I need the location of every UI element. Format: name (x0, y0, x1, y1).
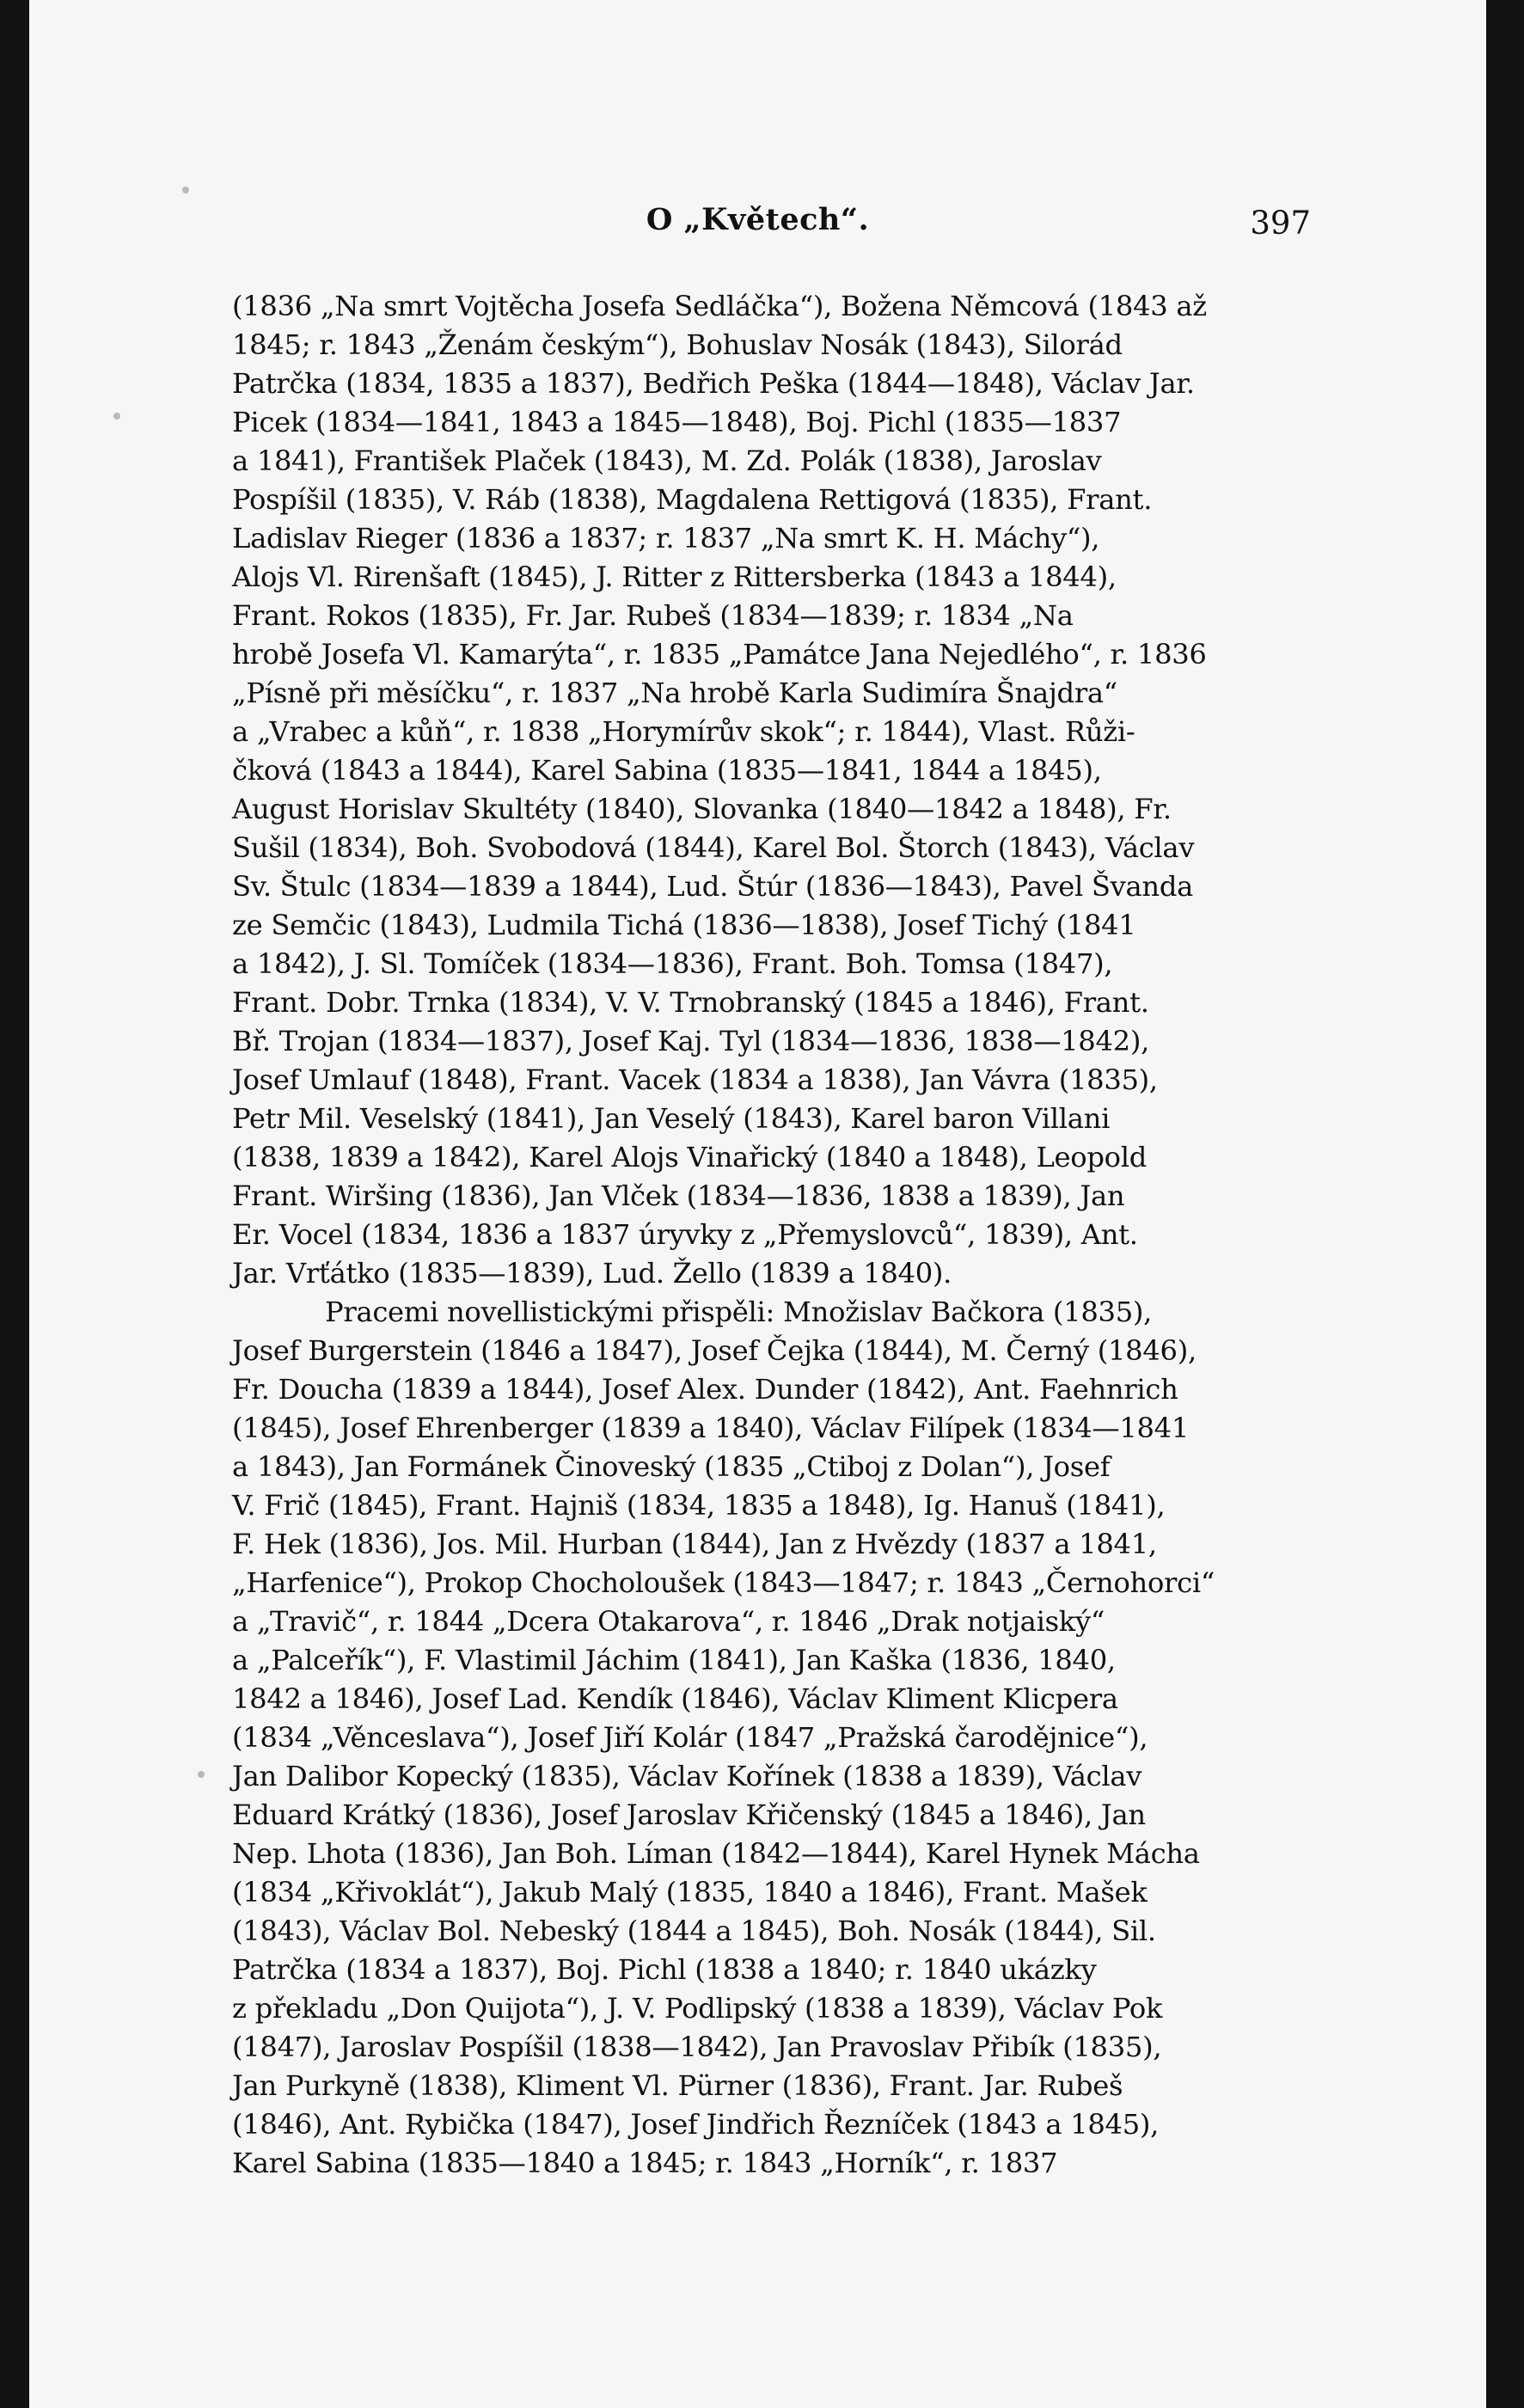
text-line: Alojs Vl. Rirenšaft (1845), J. Ritter z Rittersberka (1843 a 1844), (232, 561, 1117, 593)
paper-speck (113, 413, 120, 420)
text-line: Bř. Trojan (1834—1837), Josef Kaj. Tyl (1834—1836, 1838—1842), (232, 1025, 1150, 1057)
text-line: (1846), Ant. Rybička (1847), Josef Jindřich Řezníček (1843 a 1845), (232, 2108, 1160, 2141)
text-line: a 1843), Jan Formánek Činoveský (1835 „Ctiboj z Dolan“), Josef (232, 1450, 1111, 1483)
body-text (232, 287, 1315, 2183)
text-line: a „Travič“, r. 1844 „Dcera Otakarova“, r. 1846 „Drak notjaiský“ (232, 1605, 1105, 1638)
text-line: Fr. Doucha (1839 a 1844), Josef Alex. Dunder (1842), Ant. Faehnrich (232, 1373, 1178, 1406)
text-line: Er. Vocel (1834, 1836 a 1837 úryvky z „Přemyslovců“, 1839), Ant. (232, 1218, 1138, 1251)
text-line: Karel Sabina (1835—1840 a 1845; r. 1843 „Horník“, r. 1837 (232, 2147, 1058, 2179)
text-line: Josef Umlauf (1848), Frant. Vacek (1834 a 1838), Jan Vávra (1835), (232, 1063, 1158, 1096)
text-line: Josef Burgerstein (1846 a 1847), Josef Čejka (1844), M. Černý (1846), (232, 1334, 1197, 1367)
text-line: Pospíšil (1835), V. Ráb (1838), Magdalena Rettigová (1835), Frant. (232, 483, 1153, 516)
text-line: „Harfenice“), Prokop Chocholoušek (1843—1847; r. 1843 „Černohorci“ (232, 1566, 1215, 1599)
text-line: Frant. Dobr. Trnka (1834), V. V. Trnobranský (1845 a 1846), Frant. (232, 986, 1149, 1019)
running-header: O „Květech“. (646, 202, 870, 237)
text-line: a 1842), J. Sl. Tomíček (1834—1836), Frant. Boh. Tomsa (1847), (232, 947, 1113, 980)
text-line: Frant. Rokos (1835), Fr. Jar. Rubeš (1834—1839; r. 1834 „Na (232, 599, 1074, 632)
text-line: hrobě Josefa Vl. Kamarýta“, r. 1835 „Památce Jana Nejedlého“, r. 1836 (232, 638, 1207, 671)
text-line: (1834 „Křivoklát“), Jakub Malý (1835, 1840 a 1846), Frant. Mašek (232, 1876, 1148, 1909)
scan-edge-left (0, 0, 29, 2408)
page-number: 397 (1250, 205, 1311, 242)
text-line: „Písně při měsíčku“, r. 1837 „Na hrobě Karla Sudimíra Šnajdra“ (232, 677, 1117, 709)
text-line: (1847), Jaroslav Pospíšil (1838—1842), Jan Pravoslav Přibík (1835), (232, 2031, 1162, 2063)
text-line: Eduard Krátký (1836), Josef Jaroslav Křičenský (1845 a 1846), Jan (232, 1798, 1146, 1831)
text-line: Sušil (1834), Boh. Svobodová (1844), Karel Bol. Štorch (1843), Václav (232, 831, 1195, 864)
text-line: a „Palceřík“), F. Vlastimil Jáchim (1841), Jan Kaška (1836, 1840, (232, 1644, 1116, 1676)
text-line: 1842 a 1846), Josef Lad. Kendík (1846), Václav Kliment Klicpera (232, 1682, 1118, 1715)
book-page (29, 0, 1486, 2408)
text-line: (1838, 1839 a 1842), Karel Alojs Vinařický (1840 a 1848), Leopold (232, 1141, 1148, 1173)
text-line: čková (1843 a 1844), Karel Sabina (1835—1841, 1844 a 1845), (232, 754, 1102, 787)
text-line: (1836 „Na smrt Vojtěcha Josefa Sedláčka“), Božena Němcová (1843 až (232, 290, 1207, 322)
paper-speck (182, 187, 189, 193)
text-line: (1843), Václav Bol. Nebeský (1844 a 1845), Boh. Nosák (1844), Sil. (232, 1915, 1156, 1947)
text-line: a 1841), František Plaček (1843), M. Zd. Polák (1838), Jaroslav (232, 444, 1102, 477)
text-line: z překladu „Don Quijota“), J. V. Podlipský (1838 a 1839), Václav Pok (232, 1992, 1163, 2025)
text-line: Patrčka (1834, 1835 a 1837), Bedřich Peška (1844—1848), Václav Jar. (232, 367, 1195, 400)
text-line: Petr Mil. Veselský (1841), Jan Veselý (1843), Karel baron Villani (232, 1102, 1111, 1135)
text-line: August Horislav Skultéty (1840), Slovanka (1840—1842 a 1848), Fr. (232, 793, 1172, 825)
text-line: (1834 „Věnceslava“), Josef Jiří Kolár (1847 „Pražská čarodějnice“), (232, 1721, 1148, 1754)
text-line: Patrčka (1834 a 1837), Boj. Pichl (1838 a 1840; r. 1840 ukázky (232, 1953, 1097, 1986)
text-line: Frant. Wiršing (1836), Jan Vlček (1834—1836, 1838 a 1839), Jan (232, 1179, 1125, 1212)
text-line: Sv. Štulc (1834—1839 a 1844), Lud. Štúr (1836—1843), Pavel Švanda (232, 870, 1194, 903)
paragraph-start-line: Pracemi novellistickými přispěli: Množislav Bačkora (1835), (325, 1296, 1153, 1328)
text-line: a „Vrabec a kůň“, r. 1838 „Horymírův skok“; r. 1844), Vlast. Růži- (232, 715, 1135, 748)
text-line: Picek (1834—1841, 1843 a 1845—1848), Boj. Pichl (1835—1837 (232, 406, 1122, 438)
text-line: 1845; r. 1843 „Ženám českým“), Bohuslav Nosák (1843), Silorád (232, 328, 1123, 361)
text-line: F. Hek (1836), Jos. Mil. Hurban (1844), Jan z Hvězdy (1837 a 1841, (232, 1528, 1157, 1560)
text-line: Jan Purkyně (1838), Kliment Vl. Pürner (1836), Frant. Jar. Rubeš (232, 2069, 1123, 2102)
text-line: Ladislav Rieger (1836 a 1837; r. 1837 „Na smrt K. H. Máchy“), (232, 522, 1100, 555)
text-line: Jan Dalibor Kopecký (1835), Václav Kořínek (1838 a 1839), Václav (232, 1760, 1142, 1792)
paper-speck (198, 1771, 205, 1778)
text-line: ze Semčic (1843), Ludmila Tichá (1836—1838), Josef Tichý (1841 (232, 909, 1136, 941)
scan-edge-right (1486, 0, 1524, 2408)
text-line: V. Frič (1845), Frant. Hajniš (1834, 1835 a 1848), Ig. Hanuš (1841), (232, 1489, 1166, 1522)
text-line: Jar. Vrťátko (1835—1839), Lud. Žello (1839 a 1840). (232, 1257, 952, 1290)
text-line: (1845), Josef Ehrenberger (1839 a 1840), Václav Filípek (1834—1841 (232, 1412, 1190, 1444)
text-line: Nep. Lhota (1836), Jan Boh. Líman (1842—1844), Karel Hynek Mácha (232, 1837, 1200, 1870)
